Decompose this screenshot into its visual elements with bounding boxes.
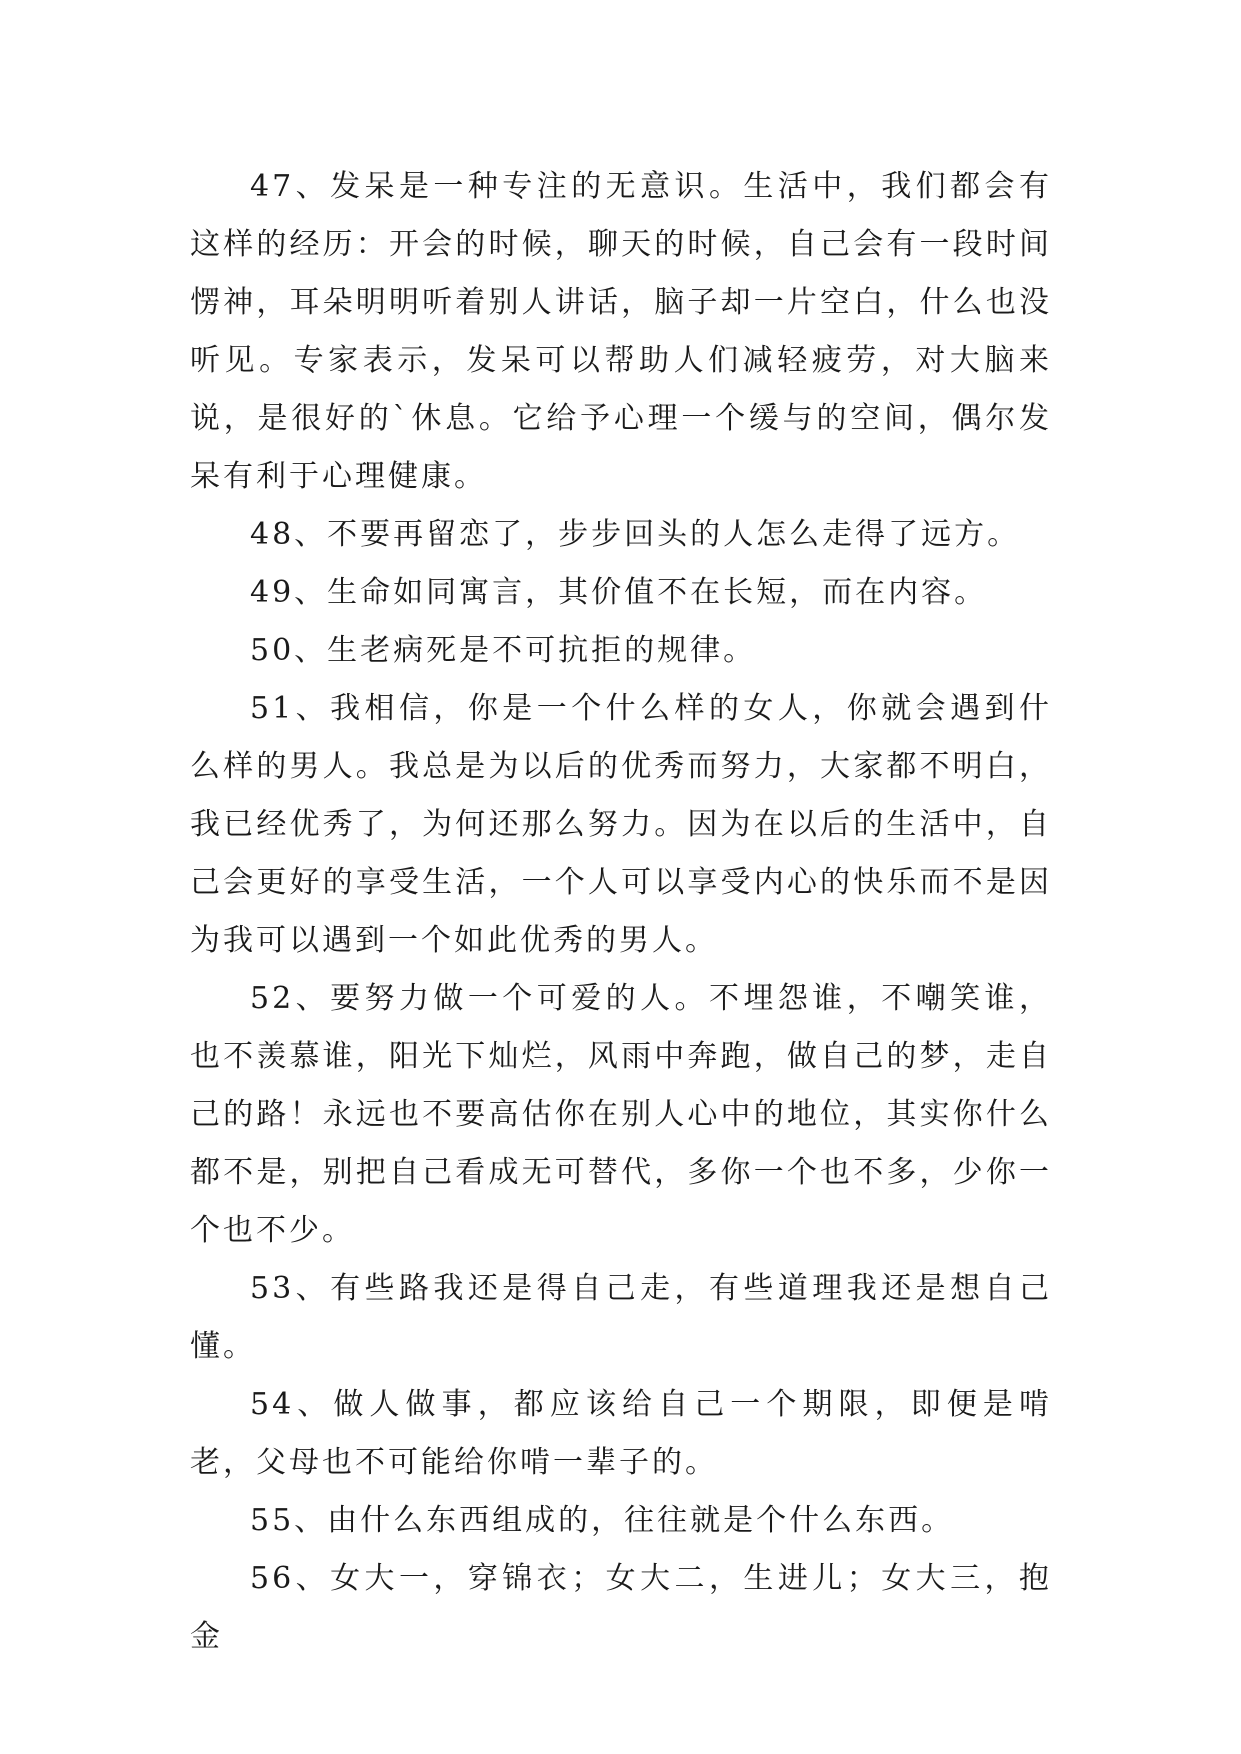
paragraph-48: 48、不要再留恋了，步步回头的人怎么走得了远方。 bbox=[250, 517, 1021, 552]
paragraph-54: 54、做人做事，都应该给自己一个期限，即便是啃老，父母也不可能给你啃一辈子的。 bbox=[190, 1387, 1052, 1480]
paragraph-50: 50、生老病死是不可抗拒的规律。 bbox=[250, 633, 757, 668]
paragraph-51: 51、我相信，你是一个什么样的女人，你就会遇到什么样的男人。我总是为以后的优秀而努力，大家都不明白，我已经优秀了，为何还那么努力。因为在以后的生活中，自己会更好的享受生活，一个人可以享受内心的快乐而不是因为我可以遇到一个如此优秀的男人。 bbox=[190, 691, 1052, 958]
document-body bbox=[190, 158, 1052, 1666]
paragraph-53: 53、有些路我还是得自己走，有些道理我还是想自己懂。 bbox=[190, 1271, 1052, 1364]
paragraph-55: 55、由什么东西组成的，往往就是个什么东西。 bbox=[250, 1503, 955, 1538]
paragraph-49: 49、生命如同寓言，其价值不在长短，而在内容。 bbox=[250, 575, 988, 610]
paragraph-47: 47、发呆是一种专注的无意识。生活中，我们都会有这样的经历：开会的时候，聊天的时候，自己会有一段时间愣神，耳朵明明听着别人讲话，脑子却一片空白，什么也没听见。专家表示，发呆可以帮助人们减轻疲劳，对大脑来说，是很好的`休息。它给予心理一个缓与的空间，偶尔发呆有利于心理健康。 bbox=[190, 169, 1052, 494]
paragraph-52: 52、要努力做一个可爱的人。不埋怨谁，不嘲笑谁，也不羡慕谁，阳光下灿烂，风雨中奔跑，做自己的梦，走自己的路！永远也不要高估你在别人心中的地位，其实你什么都不是，别把自己看成无可替代，多你一个也不多，少你一个也不少。 bbox=[190, 981, 1052, 1248]
paragraph-56: 56、女大一，穿锦衣；女大二，生进儿；女大三，抱金 bbox=[190, 1561, 1052, 1654]
